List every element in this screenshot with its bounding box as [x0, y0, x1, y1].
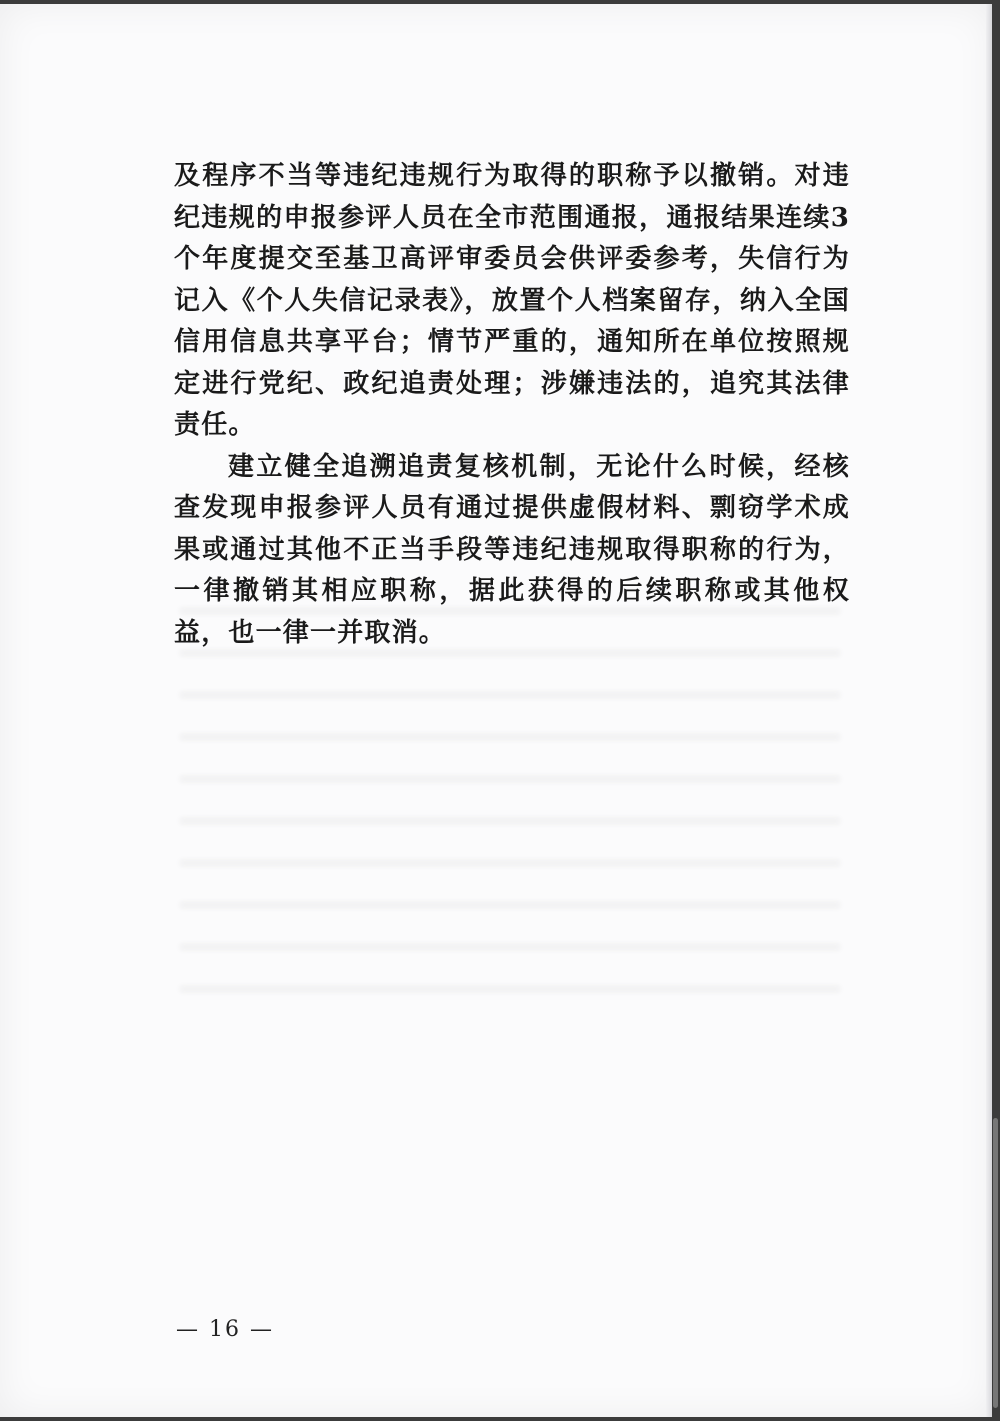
- show-through-text: [180, 584, 840, 1004]
- page-fold-edge: [986, 4, 992, 1417]
- vertical-scrollbar[interactable]: [993, 1118, 998, 1408]
- page-number: — 16 —: [176, 1317, 274, 1342]
- paragraph-traceability: 建立健全追溯追责复核机制，无论什么时候，经核查发现申报参评人员有通过提供虚假材料、剽窃学术成果或通过其他不正当手段等违纪违规取得职称的行为，一律撤销其相应职称，据此获得的后续职称或其他权益，也一律一并取消。: [174, 451, 850, 648]
- document-page: [0, 4, 992, 1417]
- paragraph-continuation: 及程序不当等违纪违规行为取得的职称予以撤销。对违纪违规的申报参评人员在全市范围通报，通报结果连续3个年度提交至基卫高评审委员会供评委参考，失信行为记入《个人失信记录表》，放置个人档案留存，纳入全国信用信息共享平台；情节严重的，通知所在单位按照规定进行党纪、政纪追责处理；涉嫌违法的，追究其法律责任。: [174, 161, 850, 440]
- body-text: [174, 156, 850, 654]
